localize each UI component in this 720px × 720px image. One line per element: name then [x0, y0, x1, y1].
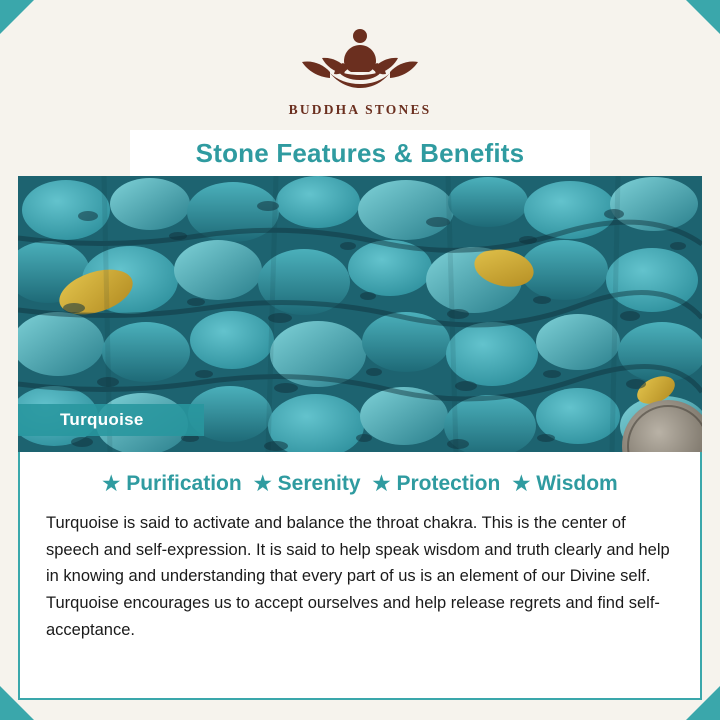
brand-name: BUDDHA STONES: [288, 102, 432, 117]
star-icon: ★: [512, 473, 531, 495]
stone-name-label: [18, 404, 204, 436]
benefit-item: [102, 472, 241, 496]
benefit-item: [373, 472, 501, 496]
benefits-list: [46, 472, 674, 496]
benefit-item: [254, 472, 361, 496]
benefit-label: Wisdom: [536, 472, 618, 495]
frame-line-left: [18, 452, 20, 700]
benefit-label: Protection: [396, 472, 501, 495]
benefit-label: Purification: [126, 472, 242, 495]
description-text: Turquoise is said to activate and balance the throat chakra. This is the center of speech and self-expression. It is said to help speak wisdom and truth clearly and help in knowing and understanding that every part of us is an element of our Divine self. Turquoise encourages us to accept ourselves and help release regrets and find self-acceptance.: [46, 514, 670, 639]
title-band: [130, 130, 590, 176]
page-title: Stone Features & Benefits: [195, 137, 525, 168]
stone-name-text: Turquoise: [60, 410, 144, 429]
star-icon: ★: [372, 473, 391, 495]
lotus-meditation-figure-icon: [286, 22, 434, 96]
frame-line-bottom: [18, 698, 702, 700]
star-icon: ★: [102, 473, 121, 495]
frame-line-right: [700, 452, 702, 700]
star-icon: ★: [253, 473, 272, 495]
benefits-and-description: [18, 452, 702, 700]
benefit-label: Serenity: [277, 472, 361, 495]
benefit-item: [512, 472, 617, 496]
